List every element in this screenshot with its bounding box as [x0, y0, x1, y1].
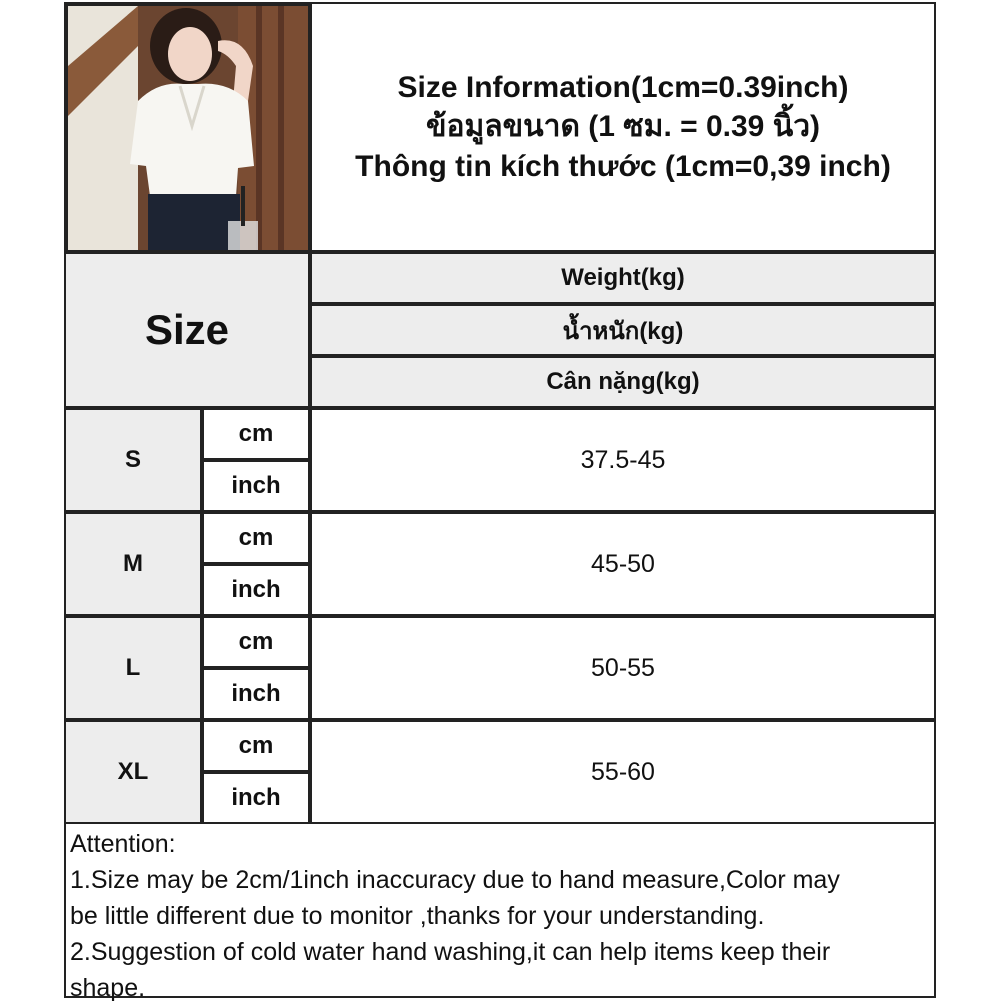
- size-l: L: [66, 616, 202, 720]
- title-vietnamese: Thông tin kích thước (1cm=0,39 inch): [355, 149, 891, 183]
- title-english: Size Information(1cm=0.39inch): [397, 70, 849, 104]
- attention-line-2: be little different due to monitor ,thanks for your understanding.: [70, 902, 765, 930]
- unit-inch-l: inch: [202, 668, 310, 720]
- attention-line-1: 1.Size may be 2cm/1inch inaccuracy due to hand measure,Color may: [70, 866, 840, 894]
- unit-inch-s: inch: [202, 460, 310, 512]
- attention-notes: [66, 824, 934, 1002]
- size-information-title: [310, 4, 934, 252]
- weight-header-vietnamese: Cân nặng(kg): [310, 356, 934, 408]
- product-photo-illustration: [68, 6, 308, 250]
- attention-line-4: shape.: [70, 974, 146, 1002]
- size-chart-frame: [64, 2, 936, 1002]
- size-xl: XL: [66, 720, 202, 824]
- weight-value-xl: 55-60: [310, 720, 934, 824]
- size-column-header: Size: [66, 252, 310, 408]
- attention-line-3: 2.Suggestion of cold water hand washing,it can help items keep their: [70, 938, 831, 966]
- size-m: M: [66, 512, 202, 616]
- weight-value-s: 37.5-45: [310, 408, 934, 512]
- unit-inch-m: inch: [202, 564, 310, 616]
- weight-value-m: 45-50: [310, 512, 934, 616]
- unit-cm-l: cm: [202, 616, 310, 668]
- product-photo: [66, 4, 310, 252]
- attention-title: Attention:: [70, 830, 176, 858]
- weight-value-l: 50-55: [310, 616, 934, 720]
- weight-header-english: Weight(kg): [310, 252, 934, 304]
- weight-header-thai: น้ำหนัก(kg): [310, 304, 934, 356]
- unit-inch-xl: inch: [202, 772, 310, 824]
- unit-cm-s: cm: [202, 408, 310, 460]
- unit-cm-m: cm: [202, 512, 310, 564]
- size-s: S: [66, 408, 202, 512]
- unit-cm-xl: cm: [202, 720, 310, 772]
- title-thai: ข้อมูลขนาด (1 ซม. = 0.39 นิ้ว): [425, 110, 821, 144]
